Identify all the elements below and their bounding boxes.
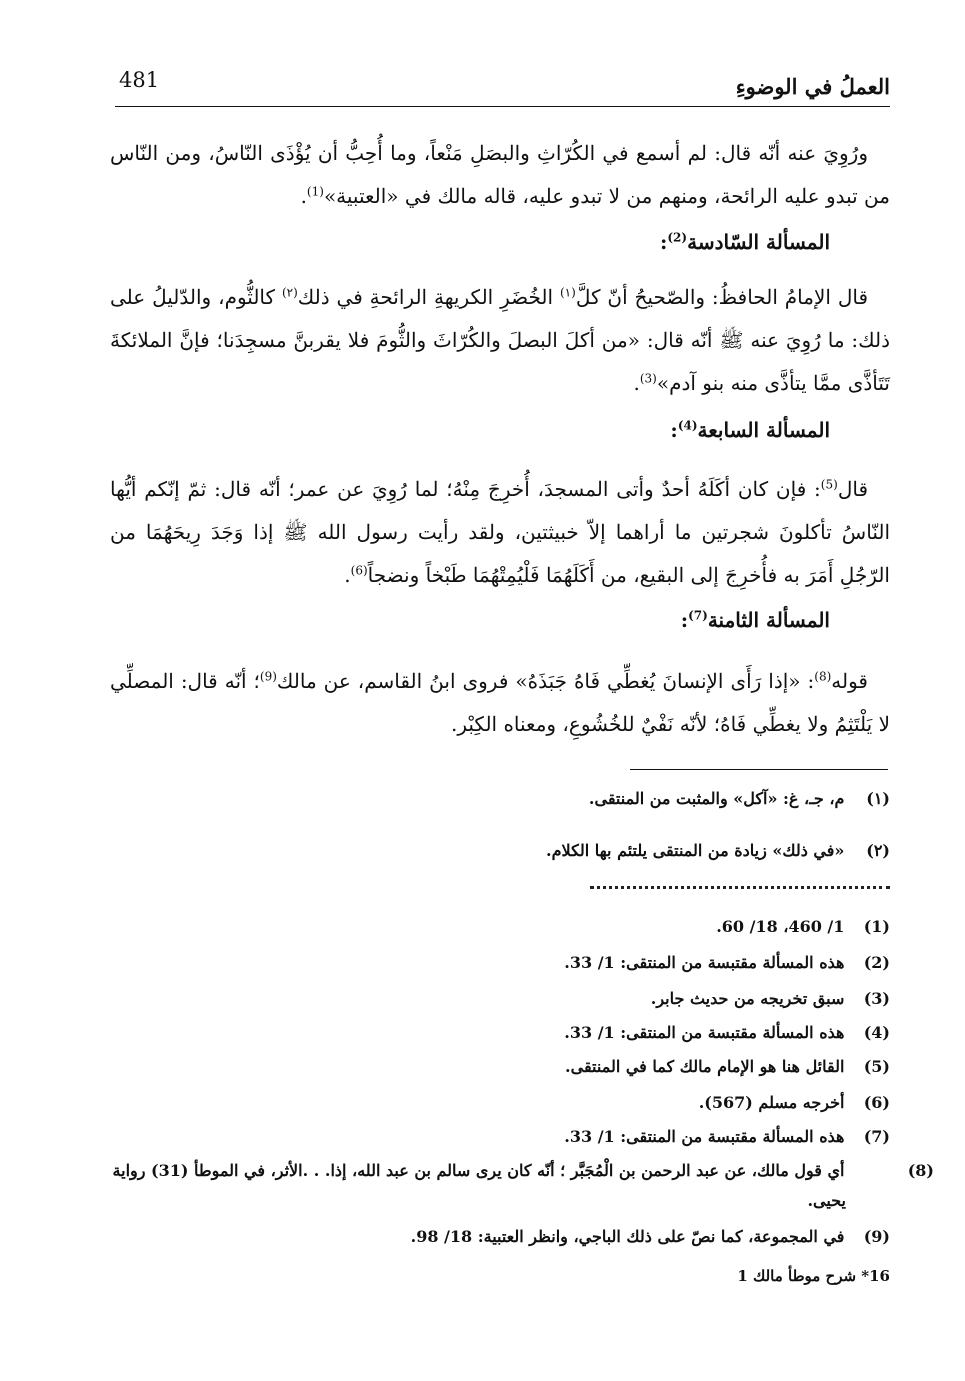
footnote-9 [110, 1222, 890, 1252]
note-text: القائل هنا هو الإمام مالك كما في المنتقى. [565, 1057, 845, 1076]
note-text: في المجموعة، كما نصّ على ذلك الباجي، وانظر العتبية: 18/ 98. [410, 1227, 845, 1246]
page-number: 481 [119, 68, 160, 92]
apparatus-note-2 [110, 836, 890, 866]
paragraph-4-text: : «إذا رَأَى الإنسانَ يُغطِّي فَاهُ جَبَذَهُ» فروى ابنُ القاسم، عن مالك [276, 669, 815, 693]
apparatus-note-1 [110, 784, 890, 814]
paragraph-4-text: قوله [831, 669, 868, 693]
heading-text: المسألة الثامنة [707, 608, 830, 632]
note-number: (8) [907, 1161, 934, 1180]
footnote-ref: (2) [667, 230, 688, 245]
footnote-4 [110, 1018, 890, 1048]
note-text: أخرجه مسلم (567). [698, 1093, 845, 1112]
footnote-rule [630, 769, 888, 770]
footnote-ref: (9) [259, 669, 277, 684]
paragraph-3 [110, 468, 890, 597]
note-number: (2) [863, 953, 890, 972]
paragraph-1-text: ورُوِيَ عنه أنّه قال: لم أسمع في الكُرّاثِ والبصَلِ مَنْعاً، وما أُحِبُّ أن يُؤْذَى النّاسُ، ومن النّاس من تبدو عليه الرائحة، ومنهم من لا تبدو عليه، قاله مالك في «العتبية» [110, 141, 890, 208]
footnote-2 [110, 948, 890, 978]
punctuation: . [344, 563, 351, 587]
heading-masala-7 [670, 418, 830, 442]
paragraph-1 [110, 132, 890, 218]
footnote-ref: (4) [677, 418, 698, 433]
note-text: «في ذلك» زيادة من المنتقى يلتئم بها الكلام. [546, 841, 845, 860]
punctuation: : [680, 608, 689, 632]
paragraph-3-text: : فإن كان أكَلَهُ أحدٌ وأتى المسجدَ، أُخرِجَ مِنْهُ؛ لما رُوِيَ عن عمر؛ أنّه قال: ثمّ إنّكم أيُّها النّاسُ تأكلونَ شجرتين ما أراهما إلاّ خبيثتين، ولقد رأيت رسول الله ﷺ إذا وَجَدَ رِيحَهُمَا من الرّجُلِ أَمَرَ به فأُخرِجَ إلى البقيع، من أَكَلَهُمَا فَلْيُمِتْهُمَا طَبْخاً ونضجاً [110, 477, 890, 587]
heading-text: المسألة السّادسة [687, 230, 830, 254]
heading-masala-8 [681, 608, 830, 632]
paragraph-2-text: الخُضَرِ الكريهةِ الرائحةِ في ذلك [297, 285, 560, 309]
heading-text: المسألة السابعة [697, 418, 830, 442]
footnote-ref: (6) [350, 563, 368, 578]
footnote-ref: (7) [688, 608, 708, 623]
footnote-1 [110, 912, 890, 942]
note-number: (4) [863, 1023, 890, 1042]
dotted-separator [590, 886, 890, 893]
note-number: (7) [863, 1127, 890, 1146]
footnote-6 [110, 1088, 890, 1118]
note-text: أي قول مالك، عن عبد الرحمن بن الْمُجَبَّر ؛ أنّه كان يرى سالم بن عبد الله، إذا. . .الأثر، في الموطأ (31) رواية يحيى. [112, 1161, 846, 1210]
footnote-8 [110, 1156, 934, 1216]
note-text: سبق تخريجه من حديث جابر. [650, 989, 845, 1008]
signature-line: 16* شرح موطأ مالك 1 [737, 1267, 890, 1285]
running-header [115, 66, 890, 106]
paragraph-2-text: قال الإمامُ الحافظُ: والصّحيحُ أنّ كلَّ [575, 285, 869, 309]
note-text: هذه المسألة مقتبسة من المنتقى: 1/ 33. [564, 1023, 845, 1042]
footnote-3 [110, 984, 890, 1014]
header-rule [115, 106, 890, 107]
note-number: (9) [863, 1227, 890, 1246]
chapter-title: العملُ في الوضوءِ [735, 74, 890, 99]
paragraph-2-text: كالثُّوم، والدّليلُ على ذلك: ما رُوِيَ عنه ﷺ أنّه قال: «من أكلَ البصلَ والكُرّاثَ والثُّومَ فلا يقربنَّ مسجِدَنا؛ فإنَّ الملائكةَ تَتَأذَّى ممَّا يتأذَّى منه بنو آدم» [110, 285, 890, 395]
note-number: (6) [863, 1093, 890, 1112]
footnote-7 [110, 1122, 890, 1152]
heading-masala-6 [660, 230, 830, 254]
note-text: م، جـ، غ: «آكل» والمثبت من المنتقى. [588, 789, 845, 808]
footnote-5 [110, 1052, 890, 1082]
punctuation: . [300, 184, 307, 208]
paragraph-3-text: قال [837, 477, 868, 501]
footnote-ref: (3) [639, 371, 657, 386]
footnote-ref: (8) [814, 669, 832, 684]
apparatus-ref: (٢) [281, 285, 298, 300]
note-text: 1/ 460، 18/ 60. [716, 917, 845, 936]
apparatus-ref: (١) [559, 285, 576, 300]
note-number: (5) [863, 1057, 890, 1076]
punctuation: : [659, 230, 668, 254]
note-number: (١) [866, 789, 890, 808]
note-text: هذه المسألة مقتبسة من المنتقى: 1/ 33. [564, 1127, 845, 1146]
paragraph-2 [110, 276, 890, 405]
note-number: (1) [863, 917, 890, 936]
paragraph-4 [110, 660, 890, 746]
paragraph-4-text: ؛ أنّه قال: المصلِّي لا يَلْتَثِمُ ولا يغطِّي فَاهُ؛ لأنّه نَفْيٌ للخُشُوعِ، ومعناه الكِبْر. [110, 669, 890, 736]
footnote-ref: (5) [820, 477, 838, 492]
note-number: (٢) [866, 841, 890, 860]
note-number: (3) [863, 989, 890, 1008]
note-text: هذه المسألة مقتبسة من المنتقى: 1/ 33. [564, 953, 845, 972]
punctuation: . [633, 371, 640, 395]
footnote-ref: (1) [306, 184, 324, 199]
punctuation: : [670, 418, 678, 442]
